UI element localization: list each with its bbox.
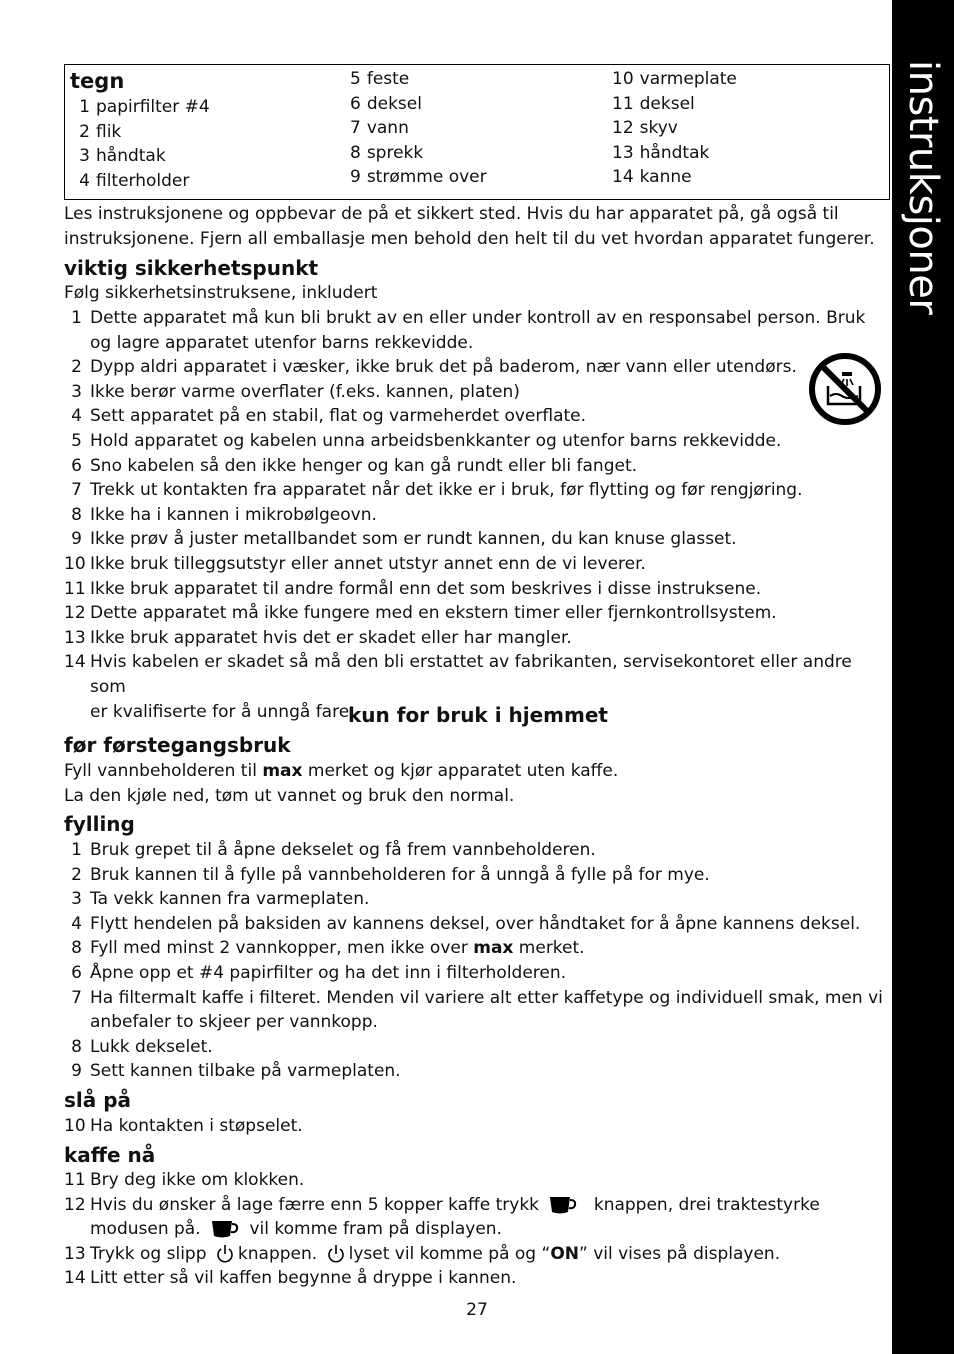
legend-item [350, 165, 487, 190]
list-item [64, 1168, 892, 1193]
item-number: 12 [64, 1194, 86, 1215]
legend-label: varmeplate [639, 69, 737, 89]
item-text: Flytt hendelen på baksiden av kannens deksel, over håndtaket for å åpne kannens deksel. [90, 913, 861, 934]
item-number: 13 [64, 627, 86, 648]
legend-item [74, 169, 210, 194]
item-number: 11 [64, 578, 86, 599]
list-item [64, 454, 892, 479]
legend-label: flik [96, 121, 122, 142]
switch-on-list [64, 1114, 892, 1139]
legend-item [612, 92, 737, 117]
item-text: Lukk dekselet. [90, 1036, 213, 1057]
item-number: 2 [71, 357, 82, 378]
item-text-line: og lagre apparatet utenfor barns rekkevidde. [90, 332, 474, 353]
item-text-line: Ha filtermalt kaffe i filteret. Menden vil variere alt etter kaffetype og individuell smak, men vi [90, 987, 883, 1008]
list-item [64, 577, 892, 602]
legend-item [612, 67, 737, 92]
item-number: 7 [71, 480, 82, 501]
list-item [64, 478, 892, 503]
item-text: Ikke ha i kannen i mikrobølgeovn. [90, 504, 377, 525]
item-text: Ikke bruk tilleggsutstyr eller annet utstyr annet enn de vi leverer. [90, 553, 646, 574]
home-use-notice: kun for bruk i hjemmet [348, 703, 608, 727]
legend-number: 10 [612, 69, 634, 89]
list-item [64, 404, 892, 429]
power-icon [216, 1244, 234, 1264]
list-item [64, 961, 892, 986]
list-item [64, 863, 892, 888]
legend-number: 4 [79, 170, 90, 191]
item-text-line: anbefaler to skjeer per vannkopp. [90, 1012, 378, 1033]
item-number: 5 [71, 430, 82, 451]
list-item [64, 1035, 892, 1060]
item-text [90, 1193, 892, 1242]
legend-number: 11 [612, 93, 634, 114]
item-text: Bry deg ikke om klokken. [90, 1170, 305, 1190]
safety-heading: viktig sikkerhetspunkt [64, 256, 319, 280]
legend-item [612, 165, 737, 190]
coffee-strength-icon [548, 1195, 578, 1215]
item-number: 11 [64, 1170, 86, 1190]
item-number: 14 [64, 652, 86, 673]
coffee-now-heading: kaffe nå [64, 1143, 156, 1167]
legend-number: 1 [79, 97, 90, 117]
text-span: lyset vil komme på og “ [348, 1243, 551, 1264]
legend-item [350, 116, 487, 141]
power-icon [327, 1244, 345, 1264]
item-number: 6 [71, 962, 82, 983]
item-number: 10 [64, 1116, 86, 1136]
item-text: Ikke prøv å juster metallbandet som er rundt kannen, du kan knuse glasset. [90, 529, 737, 550]
list-item [64, 936, 892, 961]
legend-label: skyv [639, 118, 678, 139]
item-text-line: Hvis kabelen er skadet så må den bli erstattet av fabrikanten, servisekontoret eller andre som [90, 652, 852, 697]
legend-label: håndtak [639, 142, 710, 163]
coffee-strength-icon [210, 1219, 240, 1239]
legend-title: tegn [70, 69, 125, 93]
item-number: 6 [71, 455, 82, 476]
legend-item [612, 141, 737, 166]
item-text: Åpne opp et #4 papirfilter og ha det inn i filterholderen. [90, 962, 567, 983]
item-text [90, 306, 892, 355]
list-item [64, 380, 892, 405]
legend-item [74, 95, 210, 120]
text-span: Hvis du ønsker å lage færre enn 5 kopper kaffe trykk [90, 1194, 540, 1215]
text-span: vil komme fram på displayen. [249, 1219, 502, 1240]
max-label: max [473, 938, 514, 959]
legend-label: vann [366, 118, 409, 139]
list-item [64, 887, 892, 912]
item-text: Dypp aldri apparatet i væsker, ikke bruk det på baderom, nær vann eller utendørs. [90, 357, 797, 378]
legend-number: 12 [612, 118, 634, 139]
item-number: 3 [71, 381, 82, 402]
item-number: 1 [71, 840, 82, 860]
legend-number: 6 [350, 93, 361, 114]
legend-label: papirfilter #4 [96, 97, 210, 117]
legend-number: 8 [350, 142, 361, 163]
page-number: 27 [466, 1300, 488, 1320]
list-item [64, 552, 892, 577]
item-text [90, 986, 892, 1035]
text-span: Fyll med minst 2 vannkopper, men ikke over [90, 938, 474, 959]
legend-label: kanne [639, 167, 692, 188]
on-label: ON [550, 1243, 579, 1264]
item-number: 7 [71, 987, 82, 1008]
max-label: max [262, 761, 303, 781]
safety-list [64, 306, 892, 724]
first-use-heading: før førstegangsbruk [64, 733, 291, 757]
list-item [64, 355, 892, 380]
first-use-line [64, 759, 892, 784]
legend-label: strømme over [366, 167, 487, 188]
legend-number: 13 [612, 142, 634, 163]
legend-number: 3 [79, 146, 90, 167]
first-use-paragraph [64, 759, 892, 808]
no-bathroom-icon [808, 352, 882, 426]
first-use-line: La den kjøle ned, tøm ut vannet og bruk den normal. [64, 785, 515, 806]
legend-number: 14 [612, 167, 634, 188]
legend-item [350, 67, 487, 92]
list-item [64, 503, 892, 528]
sidebar-title: instruksjoner [900, 60, 946, 315]
legend-number: 9 [350, 167, 361, 188]
item-number: 14 [64, 1268, 86, 1289]
item-number: 9 [71, 529, 82, 550]
list-item [64, 1059, 892, 1084]
item-text-line: Dette apparatet må kun bli brukt av en eller under kontroll av en responsabel person. Bruk [90, 308, 866, 328]
item-number: 9 [71, 1061, 82, 1082]
item-text: Litt etter så vil kaffen begynne å dryppe i kannen. [90, 1268, 517, 1289]
list-item [64, 626, 892, 651]
item-number: 1 [71, 308, 82, 328]
list-item [64, 429, 892, 454]
text-span: ” vil vises på displayen. [579, 1243, 781, 1264]
list-item [64, 986, 892, 1035]
item-text: Bruk grepet til å åpne dekselet og få frem vannbeholderen. [90, 840, 596, 860]
list-item [64, 1242, 892, 1267]
legend-item [74, 120, 210, 145]
list-item [64, 838, 892, 863]
text-span: modusen på. [90, 1219, 201, 1240]
list-item [64, 601, 892, 626]
legend-label: deksel [639, 93, 695, 114]
list-item [64, 1114, 892, 1139]
item-number: 13 [64, 1243, 86, 1264]
legend-column-3 [612, 67, 737, 190]
legend-item [350, 92, 487, 117]
item-number: 3 [71, 889, 82, 910]
item-text: Dette apparatet må ikke fungere med en ekstern timer eller fjernkontrollsystem. [90, 603, 777, 624]
legend-number: 5 [350, 69, 361, 89]
item-text: Trekk ut kontakten fra apparatet når det ikke er i bruk, før flytting og før rengjøring. [90, 480, 803, 501]
item-number: 2 [71, 864, 82, 885]
item-text: Ikke bruk apparatet til andre formål enn det som beskrives i disse instruksene. [90, 578, 762, 599]
legend-item [74, 144, 210, 169]
legend-number: 2 [79, 121, 90, 142]
intro-line: instruksjonene. Fjern all emballasje men behold den helt til du vet hvordan apparatet fungerer. [64, 228, 875, 249]
text-span: Trykk og slipp [90, 1243, 207, 1264]
item-text: Hold apparatet og kabelen unna arbeidsbenkkanter og utenfor barns rekkevidde. [90, 430, 782, 451]
item-text: Sett kannen tilbake på varmeplaten. [90, 1061, 401, 1082]
legend-item [612, 116, 737, 141]
item-number: 8 [71, 938, 82, 959]
text-span: knappen, drei traktestyrke [593, 1194, 820, 1215]
filling-heading: fylling [64, 812, 135, 836]
text-span: merket. [513, 938, 585, 959]
item-text: Sett apparatet på en stabil, flat og varmeherdet overflate. [90, 406, 587, 427]
text-span: Fyll vannbeholderen til [64, 761, 263, 781]
switch-on-heading: slå på [64, 1088, 132, 1112]
item-text: Sno kabelen så den ikke henger og kan gå rundt eller bli fanget. [90, 455, 638, 476]
intro-paragraph [64, 202, 892, 251]
item-number: 8 [71, 504, 82, 525]
legend-label: feste [366, 69, 410, 89]
item-number: 10 [64, 553, 86, 574]
item-text: Ta vekk kannen fra varmeplaten. [90, 889, 370, 910]
safety-intro: Følg sikkerhetsinstruksene, inkludert [64, 283, 378, 303]
item-number: 4 [71, 913, 82, 934]
item-text [90, 1242, 892, 1267]
item-number: 12 [64, 603, 86, 624]
filling-list [64, 838, 892, 1084]
text-span: knappen. [237, 1243, 318, 1264]
legend-column-2 [350, 67, 487, 190]
item-text: Bruk kannen til å fylle på vannbeholderen for å unngå å fylle på for mye. [90, 864, 710, 885]
legend-item [350, 141, 487, 166]
item-text [90, 936, 892, 961]
legend-number: 7 [350, 118, 361, 139]
list-item [64, 1266, 892, 1291]
intro-line: Les instruksjonene og oppbevar de på et sikkert sted. Hvis du har apparatet på, gå også til [64, 204, 839, 224]
item-text: Ikke bruk apparatet hvis det er skadet eller har mangler. [90, 627, 572, 648]
coffee-now-list [64, 1168, 892, 1291]
legend-label: sprekk [366, 142, 424, 163]
item-number: 8 [71, 1036, 82, 1057]
text-span: merket og kjør apparatet uten kaffe. [302, 761, 619, 781]
item-text: Ikke berør varme overflater (f.eks. kannen, platen) [90, 381, 520, 402]
legend-column-1 [74, 95, 210, 193]
legend-label: filterholder [96, 170, 190, 191]
item-text-line: er kvalifiserte for å unngå fare. [90, 701, 355, 722]
list-item [64, 912, 892, 937]
item-text: Ha kontakten i støpselet. [90, 1116, 303, 1136]
legend-label: håndtak [96, 146, 166, 167]
list-item [64, 306, 892, 355]
list-item [64, 1193, 892, 1242]
item-number: 4 [71, 406, 82, 427]
legend-label: deksel [366, 93, 422, 114]
list-item [64, 527, 892, 552]
